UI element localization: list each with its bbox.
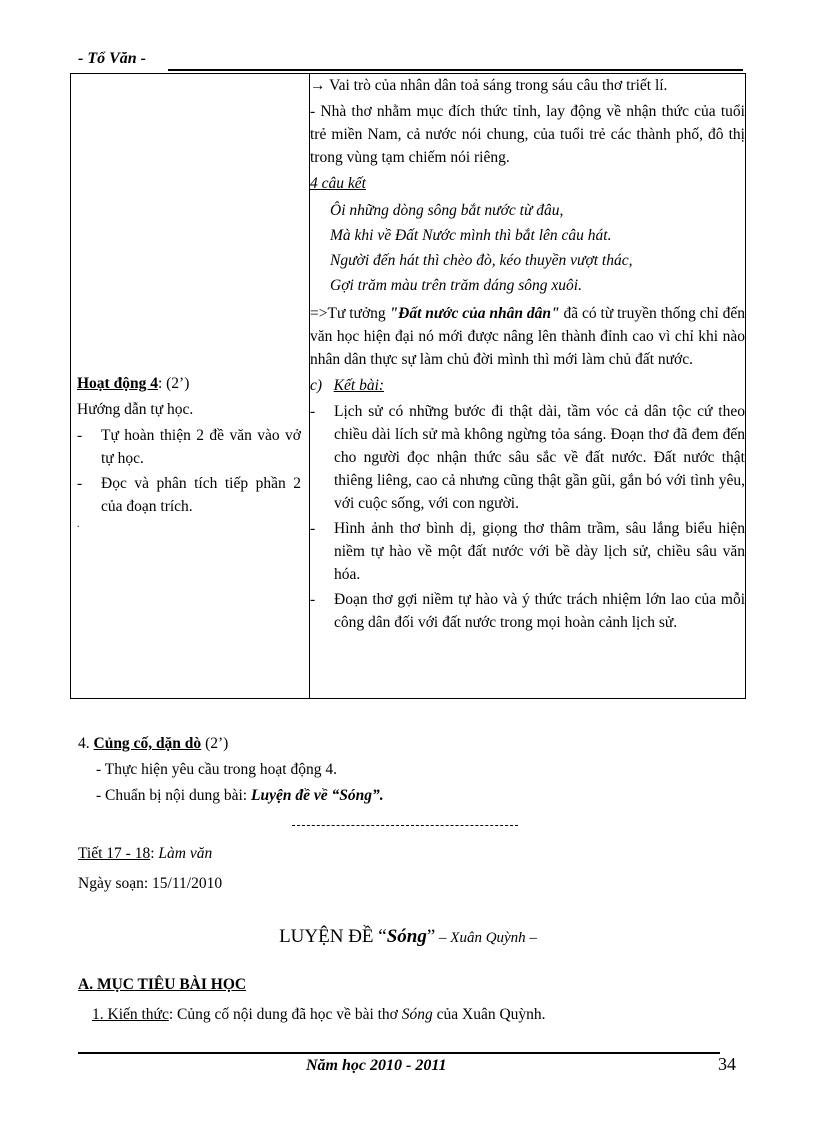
objective-text-end: của Xuân Quỳnh. <box>432 1006 546 1023</box>
section4-title: Củng cố, dặn dò <box>93 735 202 752</box>
paragraph-emphasis: "Đất nước của nhân dân" <box>389 305 560 322</box>
header-title: - Tổ Văn - <box>78 50 146 67</box>
title-close: ” <box>426 926 436 947</box>
ket-label: Kết bài: <box>333 377 385 394</box>
paragraph-part: =>Tư tưởng <box>310 305 390 322</box>
list-item <box>310 588 745 634</box>
section4-line2 <box>96 787 384 805</box>
header-rule <box>168 69 743 71</box>
objective-text: : Củng cố nội dung đã học về bài thơ <box>168 1006 402 1023</box>
paragraph: - Nhà thơ nhằm mục đích thức tỉnh, lay động về nhận thức của tuổi trẻ miền Nam, cả nước nói chung, của tuổi trẻ các thành phố, đô thị trong vùng tạm chiếm nói riêng. <box>310 103 745 166</box>
paragraph: → Vai trò của nhân dân toả sáng trong sáu câu thơ triết lí. <box>310 77 668 94</box>
ket-marker: c) <box>310 377 323 394</box>
list-item-text: Đọc và phân tích tiếp phần 2 của đoạn trích. <box>101 475 301 515</box>
dashed-separator <box>292 825 518 826</box>
title-author: – Xuân Quỳnh – <box>435 930 537 946</box>
section4-line1: - Thực hiện yêu cầu trong hoạt động 4. <box>96 761 337 778</box>
list-item-text: Lịch sử có những bước đi thật dài, tầm vóc cả dân tộc cứ theo chiều dài lích sử mà không ngừng tỏa sáng. Đoạn thơ đã đem đến cho người đọc nhận thức sâu sắc về đất nước. Đất nước thật thiêng liêng, cao cả nhưng cũng thật gần gũi, gắn bó với tình yêu, với cuộc sống, với con người. <box>334 403 745 512</box>
page-title <box>0 926 816 948</box>
stray-dot: . <box>77 519 80 530</box>
paragraph <box>310 302 745 371</box>
list-dash: - <box>310 403 316 420</box>
left-column <box>71 74 310 699</box>
period-sep: : <box>150 845 159 862</box>
right-column <box>310 74 746 699</box>
list-item-text: Tự hoàn thiện 2 đề văn vào vở tự học. <box>101 427 301 467</box>
activity-label: Hoạt động 4 <box>77 375 158 392</box>
lesson-period <box>78 845 212 863</box>
period-type: Làm văn <box>158 845 213 862</box>
list-dash: - <box>310 520 316 537</box>
section4-heading <box>78 735 228 753</box>
objective-item-1 <box>92 1006 546 1024</box>
list-item <box>310 517 745 586</box>
verse-line: Gợi trăm màu trên trăm dáng sông xuôi. <box>330 277 582 294</box>
list-item <box>77 472 301 518</box>
lesson-date: Ngày soạn: 15/11/2010 <box>78 875 223 892</box>
page-number: 34 <box>718 1054 736 1074</box>
footer-text: Năm học 2010 - 2011 <box>306 1057 447 1074</box>
lesson-table <box>70 73 746 699</box>
list-dash: - <box>77 475 83 492</box>
section4-line2-lesson: Luyện đề về “Sóng”. <box>251 787 384 804</box>
activity-time: : (2’) <box>157 375 190 392</box>
guide-text: Hướng dẫn tự học. <box>77 401 194 418</box>
list-item <box>310 400 745 515</box>
section-heading-4-cau-ket: 4 câu kết <box>310 175 366 192</box>
objectives-heading: A. MỤC TIÊU BÀI HỌC <box>78 976 247 993</box>
list-item-text: Đoạn thơ gợi niềm tự hào và ý thức trách nhiệm lớn lao của mỗi công dân đối với đất nước trong mọi hoàn cảnh lịch sử. <box>334 591 745 631</box>
verse-line: Mà khi về Đất Nước mình thì bắt lên câu hát. <box>330 227 612 244</box>
paragraph-part: đã có từ truyền thống chỉ đến văn học hiện đại nó mới được nâng lên thành đỉnh cao vì chỉ khi nào nhân dân thực sự làm chủ đời mình thì mới làm chủ đất nước. <box>310 305 746 368</box>
verse-line: Ôi những dòng sông bắt nước từ đâu, <box>330 202 564 219</box>
list-dash: - <box>77 427 83 444</box>
footer-rule <box>78 1052 720 1054</box>
section4-number: 4. <box>78 735 94 752</box>
section4-line2-text: - Chuẩn bị nội dung bài: <box>96 787 251 804</box>
ket-bai-heading <box>310 374 745 397</box>
list-dash: - <box>310 591 316 608</box>
list-item-text: Hình ảnh thơ bình dị, giọng thơ thâm trầm, sâu lắng biểu hiện niềm tự hào về một đất nước với bề dày lịch sử, chiều sâu văn hóa. <box>334 520 745 583</box>
title-poem: Sóng <box>386 926 427 947</box>
activity-heading <box>77 372 301 395</box>
section4-time: (2’) <box>201 735 229 752</box>
objective-poem: Sóng <box>401 1006 433 1023</box>
period-label: Tiết 17 - 18 <box>78 845 151 862</box>
objective-label: 1. Kiến thức <box>92 1006 169 1023</box>
verse-line: Người đến hát thì chèo đò, kéo thuyền vượt thác, <box>330 252 633 269</box>
list-item <box>77 424 301 470</box>
title-main: LUYỆN ĐỀ “ <box>279 926 387 947</box>
